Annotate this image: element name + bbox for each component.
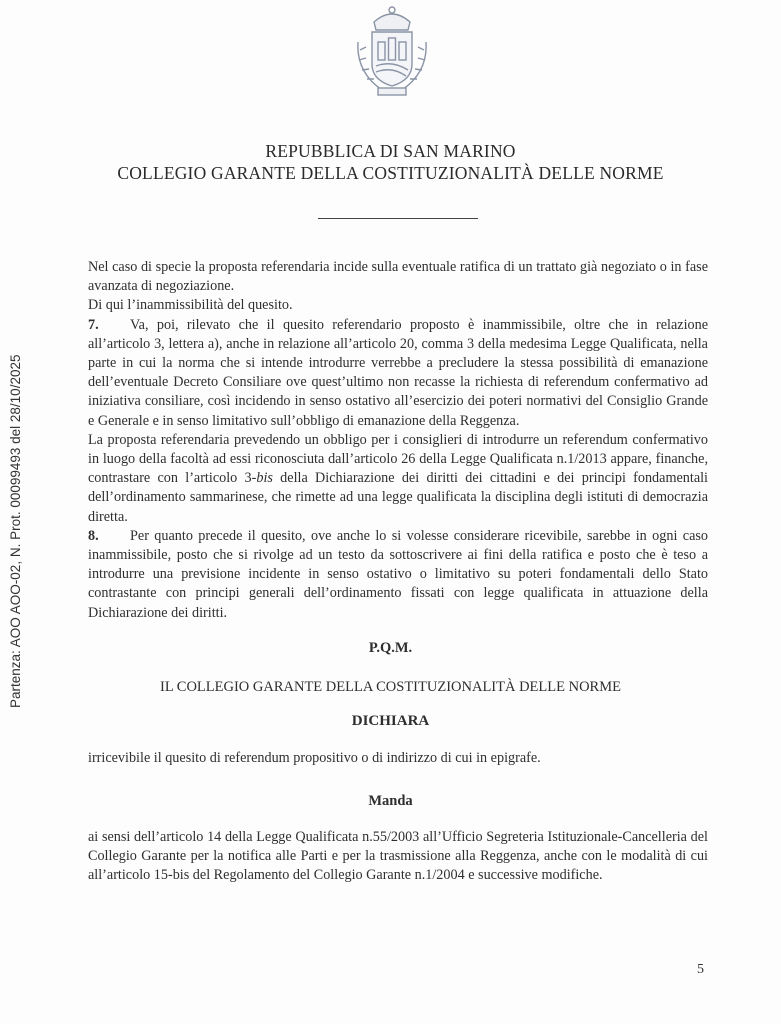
paragraph: Nel caso di specie la proposta referendaria incide sulla eventuale ratifica di un trattato già negoziato o in fase avanzata di negoziazione.: [88, 259, 708, 295]
paragraph-number: 8.: [88, 527, 99, 544]
header-divider: [318, 218, 478, 219]
dichiara-text: irricevibile il quesito di referendum propositivo o di indirizzo di cui in epigrafe.: [88, 750, 541, 766]
paragraph-text: Per quanto precede il quesito, ove anche lo si volesse considerare ricevibile, sarebbe in ogni caso inammissibile, posto che si rivolge ad un testo da sottoscrivere ai fini della ratifica e posto che è teso a introdurre una previsione incidente in senso ostativo o limitativo su poteri fondamentali dello Stato contrastante con principi generali dell’ordinamento fissati con legge qualificata in attuazione della Dichiarazione dei diritti.: [88, 527, 708, 621]
header-republic: REPUBBLICA DI SAN MARINO: [265, 141, 516, 161]
paragraph-7: [88, 316, 708, 431]
paragraph-text: La proposta referendaria prevedendo un obbligo per i consiglieri di introdurre un referendum confermativo in luogo della facoltà ad essi riconosciuta dall’articolo 26 della Legge Qualificata n.1/2013 appare, finanche, contrastare con l’articolo 3-: [88, 431, 708, 487]
collegio-heading: IL COLLEGIO GARANTE DELLA COSTITUZIONALITÀ DELLE NORME: [160, 679, 621, 695]
manda-heading: Manda: [368, 793, 413, 809]
header-collegio: COLLEGIO GARANTE DELLA COSTITUZIONALITÀ DELLE NORME: [117, 163, 664, 183]
pqm-heading: P.Q.M.: [368, 640, 413, 656]
dichiara-heading: DICHIARA: [351, 713, 430, 729]
paragraph: [88, 431, 708, 527]
italic-text: bis: [256, 470, 273, 487]
manda-text: ai sensi dell’articolo 14 della Legge Qualificata n.55/2003 all’Ufficio Segreteria Istituzionale-Cancelleria del Collegio Garante per la notifica alle Parti e per la trasmissione alla Reggenza, anche con le modalità di cui all’articolo 15-bis del Regolamento del Collegio Garante n.1/2004 e successive modifiche.: [88, 829, 708, 884]
paragraph-text: della Dichiarazione dei diritti dei cittadini e dei principi fondamentali dell’ordinamento sammarinese, che rimette ad una legge qualificata la disciplina degli istituti di democrazia diretta.: [88, 470, 709, 525]
protocol-stamp: Partenza: AOO AOO-02, N. Prot. 00099493 del 28/10/2025: [8, 354, 23, 708]
paragraph-text: Va, poi, rilevato che il quesito referendario proposto è inammissibile, oltre che in relazione all’articolo 3, lettera a), anche in relazione all’articolo 20, comma 3 della medesima Legge Qualificata, nella parte in cui la norma che si intende introdurre verrebbe a precludere la stessa possibilità di emanazione dell’eventuale Decreto Consiliare ove quest’ultimo non recasse la richiesta di referendum confermativo ad iniziativa consiliare, così incidendo in senso ostativo all’esercizio dei poteri normativi del Consiglio Grande e Generale e in senso limitativo sull’obbligo di emanazione della Reggenza.: [88, 316, 708, 429]
body-text: [88, 258, 708, 623]
page-number: 5: [697, 962, 704, 977]
paragraph: Di qui l’inammissibilità del quesito.: [88, 297, 293, 314]
coat-of-arms-icon: [352, 2, 432, 100]
paragraph-number: 7.: [88, 316, 99, 333]
paragraph-8: [88, 527, 708, 623]
